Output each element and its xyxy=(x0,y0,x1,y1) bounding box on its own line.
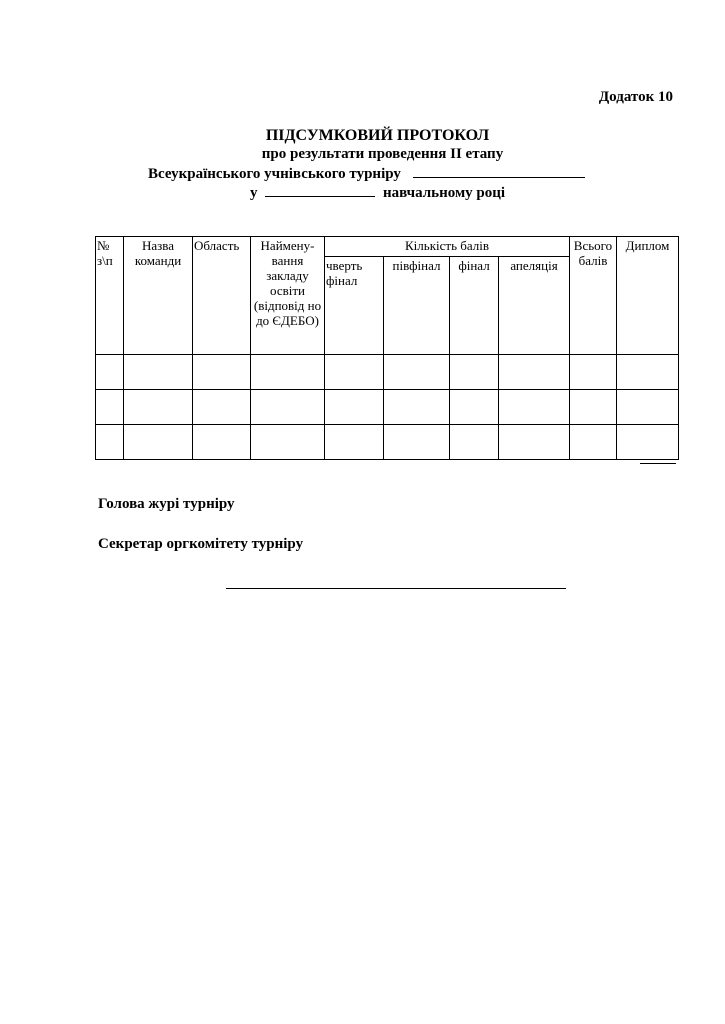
table-cell[interactable] xyxy=(499,355,570,390)
table-cell[interactable] xyxy=(450,390,499,425)
secretary-label: Секретар оргкомітету турніру xyxy=(98,536,304,552)
table-body xyxy=(96,355,679,460)
table-tail-mark xyxy=(640,463,676,464)
table-row xyxy=(96,390,679,425)
table-cell[interactable] xyxy=(251,425,325,460)
table-cell[interactable] xyxy=(96,390,124,425)
column-header-total: Всього балів xyxy=(570,237,617,355)
table-cell[interactable] xyxy=(384,355,450,390)
protocol-heading xyxy=(0,126,725,201)
table-cell[interactable] xyxy=(617,390,679,425)
column-header-diploma: Диплом xyxy=(617,237,679,355)
year-suffix: навчальному році xyxy=(383,185,506,201)
table-cell[interactable] xyxy=(124,425,193,460)
column-header-points-group: Кількість балів xyxy=(325,237,570,257)
table-cell[interactable] xyxy=(384,390,450,425)
table-cell[interactable] xyxy=(617,355,679,390)
tournament-blank[interactable] xyxy=(413,164,585,178)
appendix-label: Додаток 10 xyxy=(598,89,673,105)
academic-year-line xyxy=(250,183,505,203)
column-header-institution: Наймену-вання закладу освіти (відповід но до ЄДЕБО) xyxy=(251,237,325,355)
results-table xyxy=(95,236,679,460)
table-cell[interactable] xyxy=(193,355,251,390)
table-row xyxy=(96,425,679,460)
table-cell[interactable] xyxy=(96,425,124,460)
column-header-number: № з\п xyxy=(96,237,124,355)
column-header-team: Назва команди xyxy=(124,237,193,355)
year-prefix: у xyxy=(250,185,258,201)
column-header-region: Область xyxy=(193,237,251,355)
table-cell[interactable] xyxy=(124,355,193,390)
table-cell[interactable] xyxy=(251,390,325,425)
column-header-appeal: апеляція xyxy=(499,257,570,355)
table-cell[interactable] xyxy=(251,355,325,390)
table-cell[interactable] xyxy=(124,390,193,425)
column-header-semifinal: півфінал xyxy=(384,257,450,355)
jury-head-label: Голова журі турніру xyxy=(98,496,235,512)
table-cell[interactable] xyxy=(193,425,251,460)
table-cell[interactable] xyxy=(325,355,384,390)
table-cell[interactable] xyxy=(96,355,124,390)
table-cell[interactable] xyxy=(384,425,450,460)
column-header-quarterfinal: чверть фінал xyxy=(325,257,384,355)
table-cell[interactable] xyxy=(570,425,617,460)
tournament-line xyxy=(148,164,585,184)
signature-line[interactable] xyxy=(226,588,566,589)
table-cell[interactable] xyxy=(325,425,384,460)
title-subtitle: про результати проведення ІІ етапу xyxy=(261,146,504,162)
tournament-label: Всеукраїнського учнівського турніру xyxy=(148,166,401,182)
table-cell[interactable] xyxy=(325,390,384,425)
table-cell[interactable] xyxy=(499,390,570,425)
table-row xyxy=(96,355,679,390)
table-cell[interactable] xyxy=(570,390,617,425)
table-cell[interactable] xyxy=(617,425,679,460)
year-blank[interactable] xyxy=(265,183,375,197)
page-title: ПІДСУМКОВИЙ ПРОТОКОЛ xyxy=(265,127,490,144)
table-cell[interactable] xyxy=(499,425,570,460)
table-cell[interactable] xyxy=(450,425,499,460)
table-cell[interactable] xyxy=(570,355,617,390)
table-cell[interactable] xyxy=(193,390,251,425)
column-header-final: фінал xyxy=(450,257,499,355)
table-cell[interactable] xyxy=(450,355,499,390)
